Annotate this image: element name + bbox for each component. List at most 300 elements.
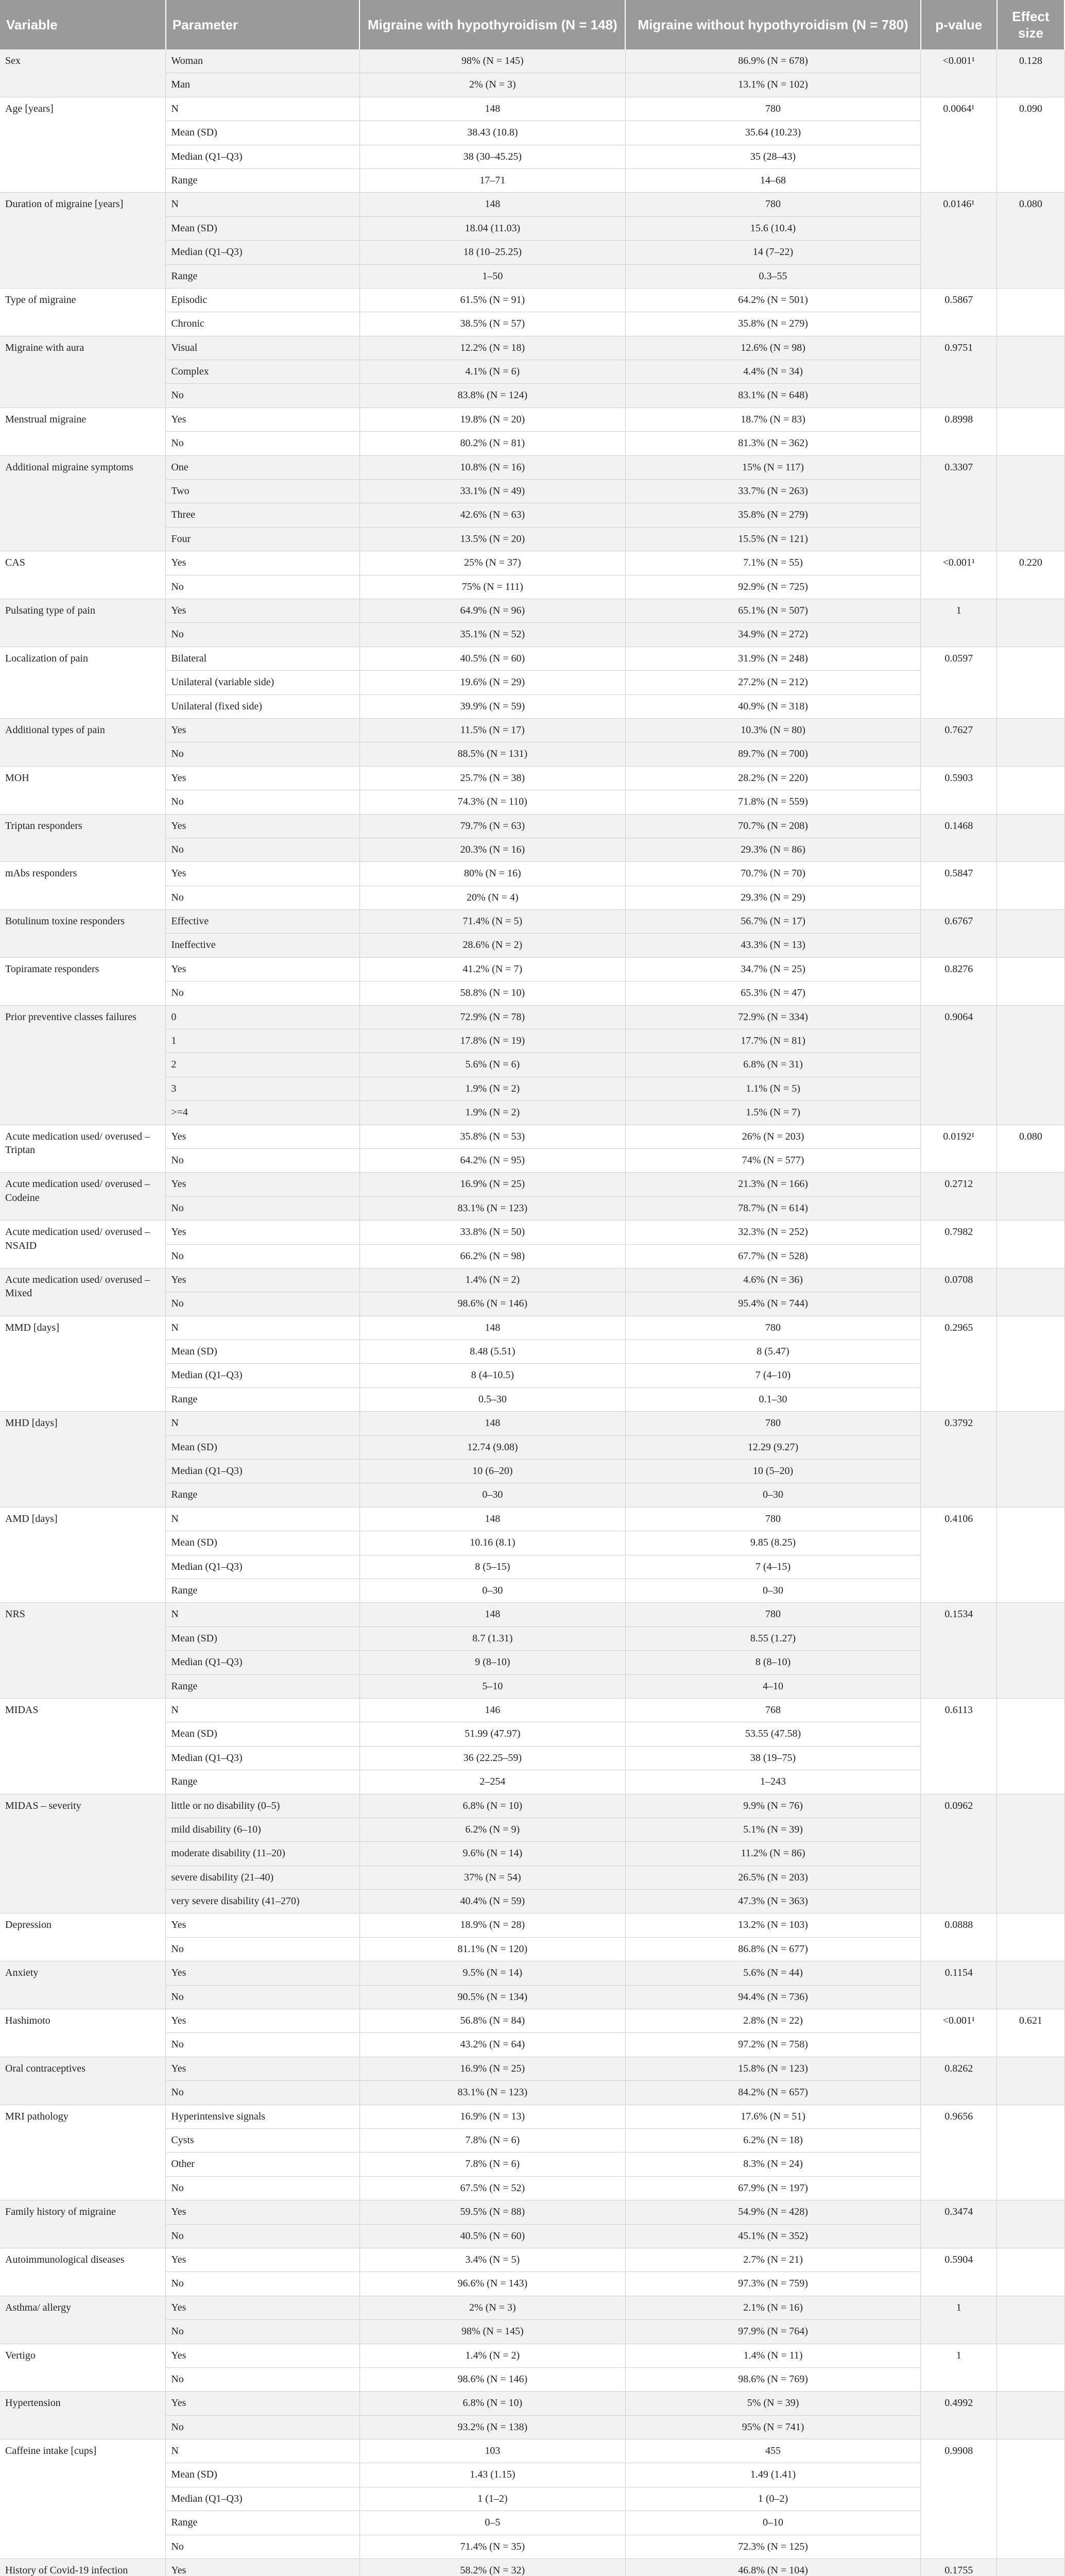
effect-size-cell — [997, 957, 1064, 1005]
variable-cell: Menstrual migraine — [0, 408, 166, 455]
parameter-cell: N — [166, 97, 359, 121]
with-hypothyroidism-cell: 12.74 (9.08) — [359, 1435, 625, 1459]
pvalue-cell: 0.5904 — [921, 2248, 997, 2296]
parameter-cell: Ineffective — [166, 934, 359, 957]
parameter-cell: No — [166, 575, 359, 599]
table-row — [0, 1913, 1064, 1937]
pvalue-cell: 0.1468 — [921, 814, 997, 862]
table-row — [0, 1507, 1064, 1531]
parameter-cell: No — [166, 742, 359, 766]
parameter-cell: No — [166, 2535, 359, 2558]
parameter-cell: Unilateral (fixed side) — [166, 694, 359, 718]
parameter-cell: Median (Q1–Q3) — [166, 145, 359, 168]
with-hypothyroidism-cell: 0–5 — [359, 2511, 625, 2535]
with-hypothyroidism-cell: 8.7 (1.31) — [359, 1626, 625, 1650]
effect-size-cell — [997, 1794, 1064, 1913]
with-hypothyroidism-cell: 35.8% (N = 53) — [359, 1125, 625, 1148]
variable-cell: Additional types of pain — [0, 718, 166, 766]
effect-size-cell — [997, 1698, 1064, 1794]
parameter-cell: No — [166, 2272, 359, 2296]
pvalue-cell: 0.2965 — [921, 1316, 997, 1412]
with-hypothyroidism-cell: 98.6% (N = 146) — [359, 2367, 625, 2391]
parameter-cell: Visual — [166, 336, 359, 360]
without-hypothyroidism-cell: 67.7% (N = 528) — [625, 1244, 920, 1268]
table-row — [0, 1125, 1064, 1148]
parameter-cell: Bilateral — [166, 647, 359, 670]
parameter-cell: Mean (SD) — [166, 1435, 359, 1459]
parameter-cell: Yes — [166, 1173, 359, 1196]
with-hypothyroidism-cell: 67.5% (N = 52) — [359, 2176, 625, 2200]
table-row — [0, 2439, 1064, 2463]
variable-cell: History of Covid-19 infection — [0, 2559, 166, 2576]
with-hypothyroidism-cell: 18 (10–25.25) — [359, 241, 625, 264]
table-row — [0, 551, 1064, 575]
effect-size-cell — [997, 1316, 1064, 1412]
with-hypothyroidism-cell: 61.5% (N = 91) — [359, 288, 625, 312]
without-hypothyroidism-cell: 97.2% (N = 758) — [625, 2033, 920, 2057]
with-hypothyroidism-cell: 1 (1–2) — [359, 2487, 625, 2511]
parameter-cell: No — [166, 1244, 359, 1268]
with-hypothyroidism-cell: 93.2% (N = 138) — [359, 2415, 625, 2439]
with-hypothyroidism-cell: 98% (N = 145) — [359, 49, 625, 73]
without-hypothyroidism-cell: 67.9% (N = 197) — [625, 2176, 920, 2200]
with-hypothyroidism-cell: 1.9% (N = 2) — [359, 1077, 625, 1100]
parameter-cell: N — [166, 1412, 359, 1435]
without-hypothyroidism-cell: 780 — [625, 1316, 920, 1340]
parameter-cell: No — [166, 2320, 359, 2344]
pvalue-cell: 0.9656 — [921, 2105, 997, 2200]
variable-cell: Type of migraine — [0, 288, 166, 336]
without-hypothyroidism-cell: 17.6% (N = 51) — [625, 2105, 920, 2128]
parameter-cell: N — [166, 193, 359, 216]
with-hypothyroidism-cell: 4.1% (N = 6) — [359, 360, 625, 384]
parameter-cell: Range — [166, 2511, 359, 2535]
variable-cell: Additional migraine symptoms — [0, 455, 166, 551]
without-hypothyroidism-cell: 2.8% (N = 22) — [625, 2009, 920, 2033]
without-hypothyroidism-cell: 86.8% (N = 677) — [625, 1937, 920, 1961]
parameter-cell: Yes — [166, 551, 359, 575]
with-hypothyroidism-cell: 19.8% (N = 20) — [359, 408, 625, 431]
with-hypothyroidism-cell: 6.8% (N = 10) — [359, 1794, 625, 1818]
without-hypothyroidism-cell: 29.3% (N = 29) — [625, 886, 920, 909]
table-row — [0, 2392, 1064, 2415]
parameter-cell: No — [166, 1292, 359, 1316]
with-hypothyroidism-cell: 0–30 — [359, 1483, 625, 1507]
with-hypothyroidism-cell: 1.43 (1.15) — [359, 2463, 625, 2487]
table-row — [0, 49, 1064, 73]
without-hypothyroidism-cell: 4–10 — [625, 1674, 920, 1698]
with-hypothyroidism-cell: 28.6% (N = 2) — [359, 934, 625, 957]
pvalue-cell: 0.3307 — [921, 455, 997, 551]
with-hypothyroidism-cell: 83.1% (N = 123) — [359, 2081, 625, 2105]
without-hypothyroidism-cell: 0–30 — [625, 1483, 920, 1507]
pvalue-cell: 0.8276 — [921, 957, 997, 1005]
without-hypothyroidism-cell: 8 (8–10) — [625, 1651, 920, 1674]
table-row — [0, 97, 1064, 121]
parameter-cell: N — [166, 1603, 359, 1626]
parameter-cell: mild disability (6–10) — [166, 1818, 359, 1841]
variable-cell: Acute medication used/ overused – Codeine — [0, 1173, 166, 1221]
parameter-cell: Three — [166, 503, 359, 527]
without-hypothyroidism-cell: 65.3% (N = 47) — [625, 981, 920, 1005]
with-hypothyroidism-cell: 20.3% (N = 16) — [359, 838, 625, 861]
without-hypothyroidism-cell: 8 (5.47) — [625, 1340, 920, 1364]
variable-cell: Pulsating type of pain — [0, 599, 166, 647]
table-row — [0, 2296, 1064, 2319]
parameter-cell: Yes — [166, 2200, 359, 2224]
without-hypothyroidism-cell: 65.1% (N = 507) — [625, 599, 920, 622]
with-hypothyroidism-cell: 88.5% (N = 131) — [359, 742, 625, 766]
parameter-cell: 1 — [166, 1029, 359, 1053]
pvalue-cell: 0.0146¹ — [921, 193, 997, 289]
with-hypothyroidism-cell: 1.9% (N = 2) — [359, 1101, 625, 1125]
effect-size-cell: 0.090 — [997, 97, 1064, 193]
parameter-cell: Man — [166, 73, 359, 97]
with-hypothyroidism-cell: 33.8% (N = 50) — [359, 1221, 625, 1244]
variable-cell: MMD [days] — [0, 1316, 166, 1412]
pvalue-cell: 0.9064 — [921, 1005, 997, 1125]
with-hypothyroidism-cell: 40.5% (N = 60) — [359, 2224, 625, 2248]
parameter-cell: Yes — [166, 2296, 359, 2319]
with-hypothyroidism-cell: 37% (N = 54) — [359, 1866, 625, 1889]
variable-cell: AMD [days] — [0, 1507, 166, 1603]
without-hypothyroidism-cell: 14 (7–22) — [625, 241, 920, 264]
without-hypothyroidism-cell: 71.8% (N = 559) — [625, 790, 920, 814]
with-hypothyroidism-cell: 41.2% (N = 7) — [359, 957, 625, 981]
effect-size-cell — [997, 2392, 1064, 2439]
parameter-cell: N — [166, 1507, 359, 1531]
without-hypothyroidism-cell: 95.4% (N = 744) — [625, 1292, 920, 1316]
without-hypothyroidism-cell: 26.5% (N = 203) — [625, 1866, 920, 1889]
parameter-cell: Range — [166, 1770, 359, 1794]
without-hypothyroidism-cell: 95% (N = 741) — [625, 2415, 920, 2439]
without-hypothyroidism-cell: 94.4% (N = 736) — [625, 1985, 920, 2009]
variable-cell: Migraine with aura — [0, 336, 166, 408]
without-hypothyroidism-cell: 86.9% (N = 678) — [625, 49, 920, 73]
variable-cell: Anxiety — [0, 1961, 166, 2009]
without-hypothyroidism-cell: 34.9% (N = 272) — [625, 623, 920, 647]
parameter-cell: No — [166, 1937, 359, 1961]
table-row — [0, 2344, 1064, 2367]
with-hypothyroidism-cell: 10.8% (N = 16) — [359, 455, 625, 479]
without-hypothyroidism-cell: 15% (N = 117) — [625, 455, 920, 479]
without-hypothyroidism-cell: 81.3% (N = 362) — [625, 432, 920, 455]
parameter-cell: Range — [166, 264, 359, 288]
variable-cell: Age [years] — [0, 97, 166, 193]
parameter-cell: Yes — [166, 408, 359, 431]
without-hypothyroidism-cell: 35.8% (N = 279) — [625, 503, 920, 527]
parameter-cell: Yes — [166, 1913, 359, 1937]
with-hypothyroidism-cell: 9.6% (N = 14) — [359, 1842, 625, 1866]
col-with-hypothyroidism-header: Migraine with hypothyroidism (N = 148) — [359, 0, 625, 49]
without-hypothyroidism-cell: 1 (0–2) — [625, 2487, 920, 2511]
parameter-cell: Yes — [166, 1125, 359, 1148]
with-hypothyroidism-cell: 40.5% (N = 60) — [359, 647, 625, 670]
with-hypothyroidism-cell: 17.8% (N = 19) — [359, 1029, 625, 1053]
pvalue-cell: <0.001¹ — [921, 2009, 997, 2057]
with-hypothyroidism-cell: 5.6% (N = 6) — [359, 1053, 625, 1077]
without-hypothyroidism-cell: 6.8% (N = 31) — [625, 1053, 920, 1077]
parameter-cell: very severe disability (41–270) — [166, 1890, 359, 1913]
with-hypothyroidism-cell: 0–30 — [359, 1579, 625, 1603]
with-hypothyroidism-cell: 18.04 (11.03) — [359, 216, 625, 240]
without-hypothyroidism-cell: 780 — [625, 1507, 920, 1531]
pvalue-cell: 0.0064¹ — [921, 97, 997, 193]
col-effect-size-header: Effect size — [997, 0, 1064, 49]
with-hypothyroidism-cell: 64.9% (N = 96) — [359, 599, 625, 622]
with-hypothyroidism-cell: 39.9% (N = 59) — [359, 694, 625, 718]
variable-cell: Duration of migraine [years] — [0, 193, 166, 289]
without-hypothyroidism-cell: 29.3% (N = 86) — [625, 838, 920, 861]
with-hypothyroidism-cell: 9 (8–10) — [359, 1651, 625, 1674]
parameter-cell: Range — [166, 1579, 359, 1603]
without-hypothyroidism-cell: 26% (N = 203) — [625, 1125, 920, 1148]
without-hypothyroidism-cell: 40.9% (N = 318) — [625, 694, 920, 718]
with-hypothyroidism-cell: 148 — [359, 1316, 625, 1340]
variable-cell: Oral contraceptives — [0, 2057, 166, 2105]
effect-size-cell — [997, 2248, 1064, 2296]
with-hypothyroidism-cell: 10.16 (8.1) — [359, 1531, 625, 1555]
table-row — [0, 288, 1064, 312]
effect-size-cell — [997, 1173, 1064, 1221]
parameter-cell: No — [166, 432, 359, 455]
parameter-cell: Unilateral (variable side) — [166, 671, 359, 694]
with-hypothyroidism-cell: 148 — [359, 1603, 625, 1626]
parameter-cell: Yes — [166, 2248, 359, 2272]
effect-size-cell — [997, 2296, 1064, 2344]
with-hypothyroidism-cell: 148 — [359, 1412, 625, 1435]
without-hypothyroidism-cell: 5.6% (N = 44) — [625, 1961, 920, 1985]
parameter-cell: Chronic — [166, 312, 359, 336]
variable-cell: Topiramate responders — [0, 957, 166, 1005]
with-hypothyroidism-cell: 148 — [359, 97, 625, 121]
parameter-cell: >=4 — [166, 1101, 359, 1125]
parameter-cell: Yes — [166, 2057, 359, 2080]
variable-cell: Depression — [0, 1913, 166, 1961]
effect-size-cell — [997, 288, 1064, 336]
with-hypothyroidism-cell: 18.9% (N = 28) — [359, 1913, 625, 1937]
parameter-cell: Woman — [166, 49, 359, 73]
parameter-cell: Median (Q1–Q3) — [166, 2487, 359, 2511]
without-hypothyroidism-cell: 70.7% (N = 208) — [625, 814, 920, 838]
without-hypothyroidism-cell: 5% (N = 39) — [625, 2392, 920, 2415]
parameter-cell: 2 — [166, 1053, 359, 1077]
parameter-cell: Two — [166, 480, 359, 503]
table-row — [0, 455, 1064, 479]
with-hypothyroidism-cell: 38.43 (10.8) — [359, 121, 625, 145]
without-hypothyroidism-cell: 0–10 — [625, 2511, 920, 2535]
without-hypothyroidism-cell: 14–68 — [625, 168, 920, 192]
without-hypothyroidism-cell: 0–30 — [625, 1579, 920, 1603]
without-hypothyroidism-cell: 8.3% (N = 24) — [625, 2153, 920, 2176]
effect-size-cell — [997, 1221, 1064, 1268]
variable-cell: Vertigo — [0, 2344, 166, 2392]
pvalue-cell: <0.001¹ — [921, 551, 997, 599]
with-hypothyroidism-cell: 74.3% (N = 110) — [359, 790, 625, 814]
without-hypothyroidism-cell: 11.2% (N = 86) — [625, 1842, 920, 1866]
with-hypothyroidism-cell: 33.1% (N = 49) — [359, 480, 625, 503]
with-hypothyroidism-cell: 1.4% (N = 2) — [359, 2344, 625, 2367]
parameter-cell: Yes — [166, 1268, 359, 1292]
with-hypothyroidism-cell: 83.1% (N = 123) — [359, 1196, 625, 1220]
parameter-cell: Mean (SD) — [166, 121, 359, 145]
table-row — [0, 1412, 1064, 1435]
variable-cell: CAS — [0, 551, 166, 599]
effect-size-cell — [997, 2200, 1064, 2248]
pvalue-cell: 0.7627 — [921, 718, 997, 766]
without-hypothyroidism-cell: 32.3% (N = 252) — [625, 1221, 920, 1244]
table-row — [0, 957, 1064, 981]
table-row — [0, 2105, 1064, 2128]
with-hypothyroidism-cell: 19.6% (N = 29) — [359, 671, 625, 694]
without-hypothyroidism-cell: 53.55 (47.58) — [625, 1722, 920, 1746]
variable-cell: Localization of pain — [0, 647, 166, 718]
without-hypothyroidism-cell: 70.7% (N = 70) — [625, 862, 920, 886]
table-row — [0, 766, 1064, 790]
variable-cell: MOH — [0, 766, 166, 814]
parameter-cell: No — [166, 2033, 359, 2057]
pvalue-cell: 0.0888 — [921, 1913, 997, 1961]
parameter-cell: Range — [166, 1483, 359, 1507]
parameter-cell: No — [166, 981, 359, 1005]
with-hypothyroidism-cell: 12.2% (N = 18) — [359, 336, 625, 360]
variable-cell: Triptan responders — [0, 814, 166, 862]
without-hypothyroidism-cell: 35.64 (10.23) — [625, 121, 920, 145]
pvalue-cell: 0.6113 — [921, 1698, 997, 1794]
with-hypothyroidism-cell: 96.6% (N = 143) — [359, 2272, 625, 2296]
parameter-cell: Complex — [166, 360, 359, 384]
without-hypothyroidism-cell: 2.1% (N = 16) — [625, 2296, 920, 2319]
pvalue-cell: 0.2712 — [921, 1173, 997, 1221]
variable-cell: Caffeine intake [cups] — [0, 2439, 166, 2559]
with-hypothyroidism-cell: 16.9% (N = 25) — [359, 2057, 625, 2080]
with-hypothyroidism-cell: 72.9% (N = 78) — [359, 1005, 625, 1029]
without-hypothyroidism-cell: 768 — [625, 1698, 920, 1722]
without-hypothyroidism-cell: 97.9% (N = 764) — [625, 2320, 920, 2344]
table-row — [0, 1173, 1064, 1196]
parameter-cell: Effective — [166, 910, 359, 934]
table-row — [0, 1221, 1064, 1244]
without-hypothyroidism-cell: 13.2% (N = 103) — [625, 1913, 920, 1937]
effect-size-cell — [997, 2439, 1064, 2559]
with-hypothyroidism-cell: 8 (4–10.5) — [359, 1364, 625, 1387]
with-hypothyroidism-cell: 17–71 — [359, 168, 625, 192]
with-hypothyroidism-cell: 90.5% (N = 134) — [359, 1985, 625, 2009]
effect-size-cell — [997, 862, 1064, 910]
parameter-cell: moderate disability (11–20) — [166, 1842, 359, 1866]
pvalue-cell: 0.7982 — [921, 1221, 997, 1268]
parameter-cell: Episodic — [166, 288, 359, 312]
parameter-cell: Median (Q1–Q3) — [166, 241, 359, 264]
parameter-cell: Mean (SD) — [166, 1340, 359, 1364]
parameter-cell: No — [166, 1985, 359, 2009]
table-body — [0, 49, 1064, 2576]
pvalue-cell: 0.5867 — [921, 288, 997, 336]
pvalue-cell: 0.3792 — [921, 1412, 997, 1507]
effect-size-cell — [997, 1961, 1064, 2009]
without-hypothyroidism-cell: 18.7% (N = 83) — [625, 408, 920, 431]
with-hypothyroidism-cell: 58.8% (N = 10) — [359, 981, 625, 1005]
variable-cell: MIDAS – severity — [0, 1794, 166, 1913]
effect-size-cell — [997, 1913, 1064, 1961]
without-hypothyroidism-cell: 38 (19–75) — [625, 1746, 920, 1770]
without-hypothyroidism-cell: 10.3% (N = 80) — [625, 718, 920, 742]
without-hypothyroidism-cell: 7 (4–10) — [625, 1364, 920, 1387]
parameter-cell: Mean (SD) — [166, 216, 359, 240]
with-hypothyroidism-cell: 148 — [359, 1507, 625, 1531]
with-hypothyroidism-cell: 66.2% (N = 98) — [359, 1244, 625, 1268]
without-hypothyroidism-cell: 72.3% (N = 125) — [625, 2535, 920, 2558]
pvalue-cell: 0.0708 — [921, 1268, 997, 1316]
with-hypothyroidism-cell: 38.5% (N = 57) — [359, 312, 625, 336]
with-hypothyroidism-cell: 71.4% (N = 5) — [359, 910, 625, 934]
with-hypothyroidism-cell: 79.7% (N = 63) — [359, 814, 625, 838]
without-hypothyroidism-cell: 15.8% (N = 123) — [625, 2057, 920, 2080]
header-row — [0, 0, 1064, 49]
variable-cell: Asthma/ allergy — [0, 2296, 166, 2344]
with-hypothyroidism-cell: 35.1% (N = 52) — [359, 623, 625, 647]
pvalue-cell: 0.6767 — [921, 910, 997, 958]
parameter-cell: No — [166, 2081, 359, 2105]
without-hypothyroidism-cell: 89.7% (N = 700) — [625, 742, 920, 766]
effect-size-cell: 0.128 — [997, 49, 1064, 97]
without-hypothyroidism-cell: 98.6% (N = 769) — [625, 2367, 920, 2391]
parameter-cell: Yes — [166, 766, 359, 790]
table-row — [0, 336, 1064, 360]
parameter-cell: 3 — [166, 1077, 359, 1100]
table-row — [0, 814, 1064, 838]
parameter-cell: No — [166, 2415, 359, 2439]
with-hypothyroidism-cell: 98.6% (N = 146) — [359, 1292, 625, 1316]
effect-size-cell: 0.621 — [997, 2009, 1064, 2057]
pvalue-cell: 1 — [921, 2344, 997, 2392]
col-parameter-header: Parameter — [166, 0, 359, 49]
parameter-cell: Range — [166, 1674, 359, 1698]
parameter-cell: Median (Q1–Q3) — [166, 1651, 359, 1674]
effect-size-cell: 0.080 — [997, 1125, 1064, 1173]
parameter-cell: Yes — [166, 2392, 359, 2415]
without-hypothyroidism-cell: 17.7% (N = 81) — [625, 1029, 920, 1053]
pvalue-cell: 1 — [921, 2296, 997, 2344]
variable-cell: Sex — [0, 49, 166, 97]
table-row — [0, 2057, 1064, 2080]
with-hypothyroidism-cell: 2% (N = 3) — [359, 73, 625, 97]
pvalue-cell: 0.3474 — [921, 2200, 997, 2248]
without-hypothyroidism-cell: 15.6 (10.4) — [625, 216, 920, 240]
with-hypothyroidism-cell: 7.8% (N = 6) — [359, 2153, 625, 2176]
table-row — [0, 2248, 1064, 2272]
without-hypothyroidism-cell: 83.1% (N = 648) — [625, 384, 920, 408]
parameter-cell: severe disability (21–40) — [166, 1866, 359, 1889]
effect-size-cell — [997, 814, 1064, 862]
parameter-cell: No — [166, 2367, 359, 2391]
effect-size-cell — [997, 1005, 1064, 1125]
parameter-cell: Range — [166, 1387, 359, 1411]
pvalue-cell: 0.0597 — [921, 647, 997, 718]
without-hypothyroidism-cell: 15.5% (N = 121) — [625, 527, 920, 551]
col-variable-header: Variable — [0, 0, 166, 49]
table-row — [0, 193, 1064, 216]
without-hypothyroidism-cell: 33.7% (N = 263) — [625, 480, 920, 503]
with-hypothyroidism-cell: 80.2% (N = 81) — [359, 432, 625, 455]
parameter-cell: Yes — [166, 2559, 359, 2576]
table-row — [0, 862, 1064, 886]
parameter-cell: 0 — [166, 1005, 359, 1029]
variable-cell: NRS — [0, 1603, 166, 1699]
parameter-cell: Mean (SD) — [166, 1722, 359, 1746]
without-hypothyroidism-cell: 46.8% (N = 104) — [625, 2559, 920, 2576]
pvalue-cell: 0.8998 — [921, 408, 997, 455]
